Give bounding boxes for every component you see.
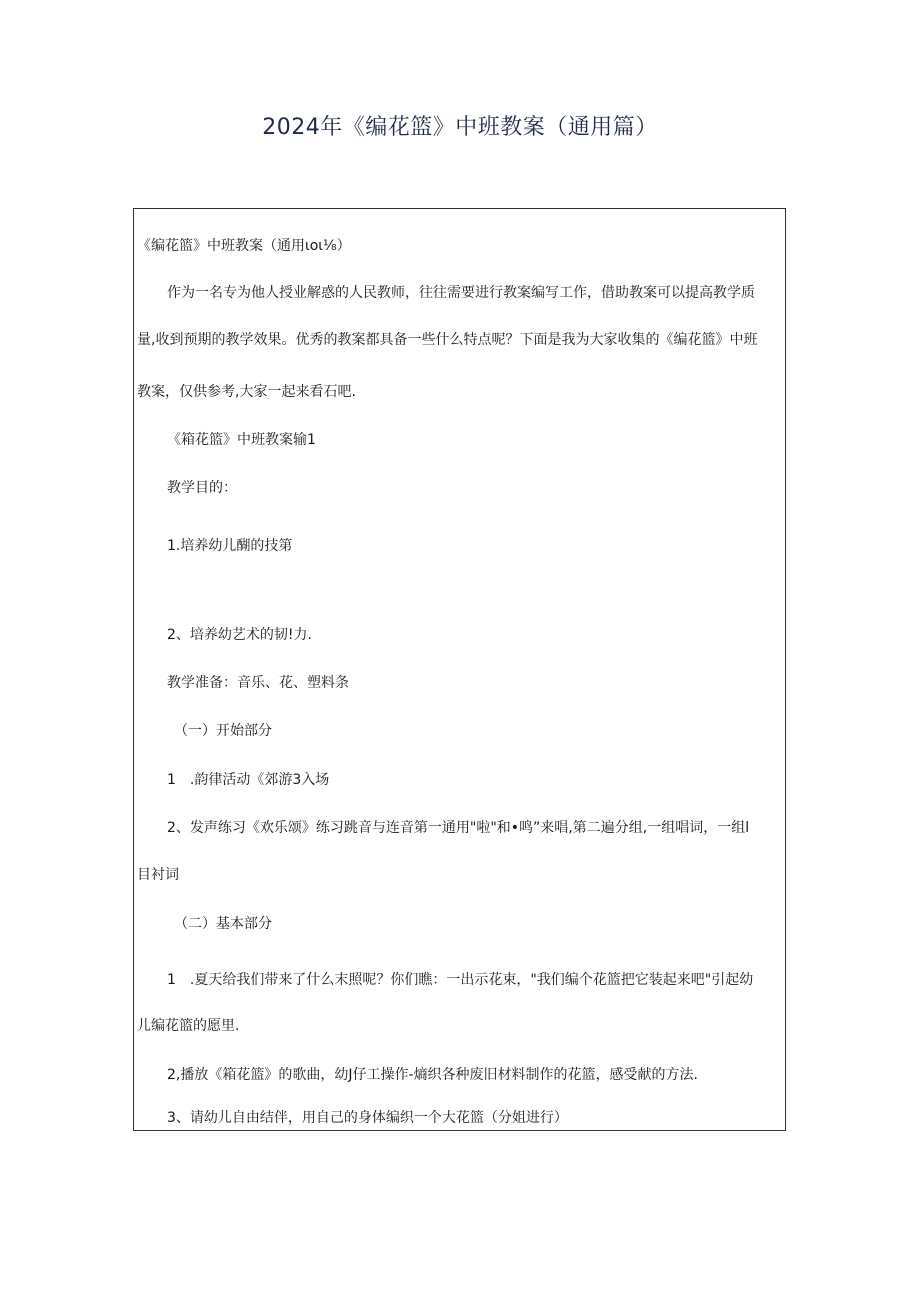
section-2-item-1: 1 .夏天给我们带来了什么末照呢？你们瞧：一出示花束，"我们编个花篮把它装起来吧"引起幼 — [167, 972, 754, 988]
content-box — [133, 208, 786, 1131]
section-2-item-2: 2,播放《箱花篮》的歌曲，幼J仔工操作-熵织各种废旧材料制作的花篮，感受献的方法. — [167, 1067, 698, 1083]
section-1-item-2-cont: 目衬词 — [137, 867, 179, 883]
intro-line-2: 量,收到预期的教学效果。优秀的教案都具备一些什么特点呢？下面是我为大家收集的《编花篮》中班 — [137, 332, 758, 348]
intro-line-3: 教案，仅供参考,大家一起来看石吧. — [137, 384, 356, 400]
section-2-item-3: 3、请幼儿自由结伴，用自己的身体编织一个大花篮（分姐进行） — [167, 1110, 568, 1126]
goals-heading: 教学目的： — [167, 480, 237, 496]
goal-1: 1.培养幼儿醐的技第 — [167, 538, 293, 554]
intro-line-1: 作为一名专为他人授业解惑的人民教师，往往需要进行教案编写工作，借助教案可以提高教学质 — [167, 285, 755, 301]
section-1-item-2: 2、发声练习《欢乐颂》练习跳音与连音第一通用"啦"和•鸣”来唱,第二遍分组,一组唱词，一组l — [167, 820, 750, 836]
goal-2: 2、培养幼艺术的韧!力. — [167, 627, 312, 643]
lesson-heading: 《箱花篮》中班教案输1 — [167, 432, 316, 448]
document-title: 2024年《编花篮》中班教案（通用篇） — [262, 115, 658, 140]
section-1-heading: （一）开始部分 — [174, 723, 272, 739]
section-2-heading: （二）基本部分 — [174, 916, 272, 932]
subtitle-line: 《编花篮》中班教案（通用ιοι⅛） — [137, 238, 351, 254]
section-2-item-1-cont: 儿编花篮的愿里. — [137, 1018, 240, 1034]
preparation-line: 教学准备：音乐、花、塑料条 — [167, 675, 349, 691]
section-1-item-1: 1 .韵律活动《郊游3入场 — [167, 772, 330, 788]
